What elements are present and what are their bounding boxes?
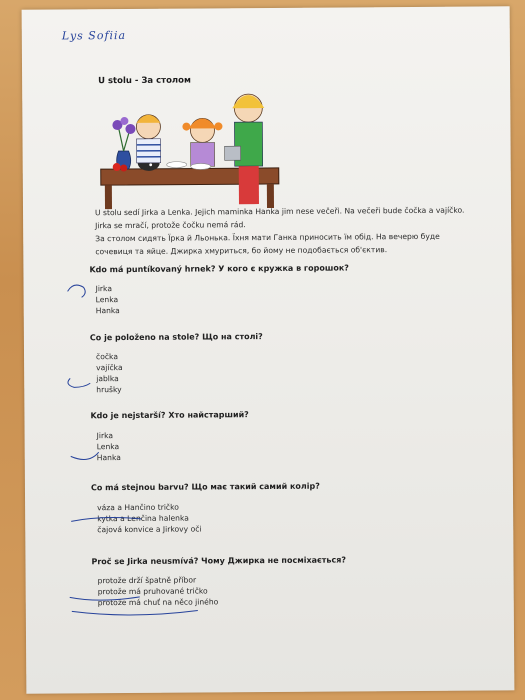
story-paragraph-ukrainian: За столом сидять Їрка й Льонька. Їхня мати Ганка приносить їм обід. На вечерю буде сочевиця та яйце. Джирка хмуриться, бо йому не подобається об'єктив. (95, 231, 440, 256)
option-hanka: Hanka (96, 453, 121, 463)
option-cocka: čočka (96, 352, 118, 362)
question-1-options (96, 283, 120, 316)
option-jablka: jablka (96, 374, 119, 384)
option-kytka: kytka a Lenčina halenka (97, 513, 189, 524)
option-tricko: protože má pruhované tričko (97, 586, 208, 597)
family-table-illustration (96, 86, 283, 211)
option-vajicka: vajíčka (96, 363, 123, 373)
question-3-options (97, 430, 121, 463)
option-chut: protože má chuť na něco jiného (97, 597, 219, 608)
question-5-options (98, 574, 219, 608)
question-3: Kdo je nejstarší? Хто найстарший? (90, 410, 249, 421)
question-4: Co má stejnou barvu? Що має такий самий колір? (90, 481, 320, 493)
option-vaza: váza a Hančino tričko (97, 502, 179, 513)
question-4-options (97, 501, 201, 535)
option-konvice: čajová konvice a Jirkovy oči (97, 524, 202, 535)
question-1: Kdo má puntíkovaný hrnek? У кого є кружка в горошок? (89, 263, 349, 275)
option-lenka: Lenka (95, 295, 119, 305)
story-paragraph-czech: U stolu sedí Jirka a Lenka. Jejich maminka Hanka jim nese večeři. Na večeři bude čočka a vajíčko. Jirka se mračí, protože čočku nemá rád. (95, 205, 465, 230)
option-jirka: Jirka (95, 284, 112, 294)
handwritten-name: Lys Sofiia (61, 28, 127, 43)
option-jirka: Jirka (96, 431, 114, 441)
question-5: Proč se Jirka neusmívá? Чому Джирка не посміхається? (91, 555, 346, 567)
option-pribor: protože drží špatně příbor (97, 575, 197, 586)
option-hrusky: hrušky (96, 385, 122, 395)
question-2: Co je položeno na stole? Що на столі? (89, 332, 263, 343)
worksheet-title: U stolu - За столом (98, 75, 191, 87)
option-hanka: Hanka (95, 306, 120, 316)
question-2-options (96, 351, 123, 395)
option-lenka: Lenka (96, 442, 120, 452)
worksheet-paper (22, 6, 515, 693)
